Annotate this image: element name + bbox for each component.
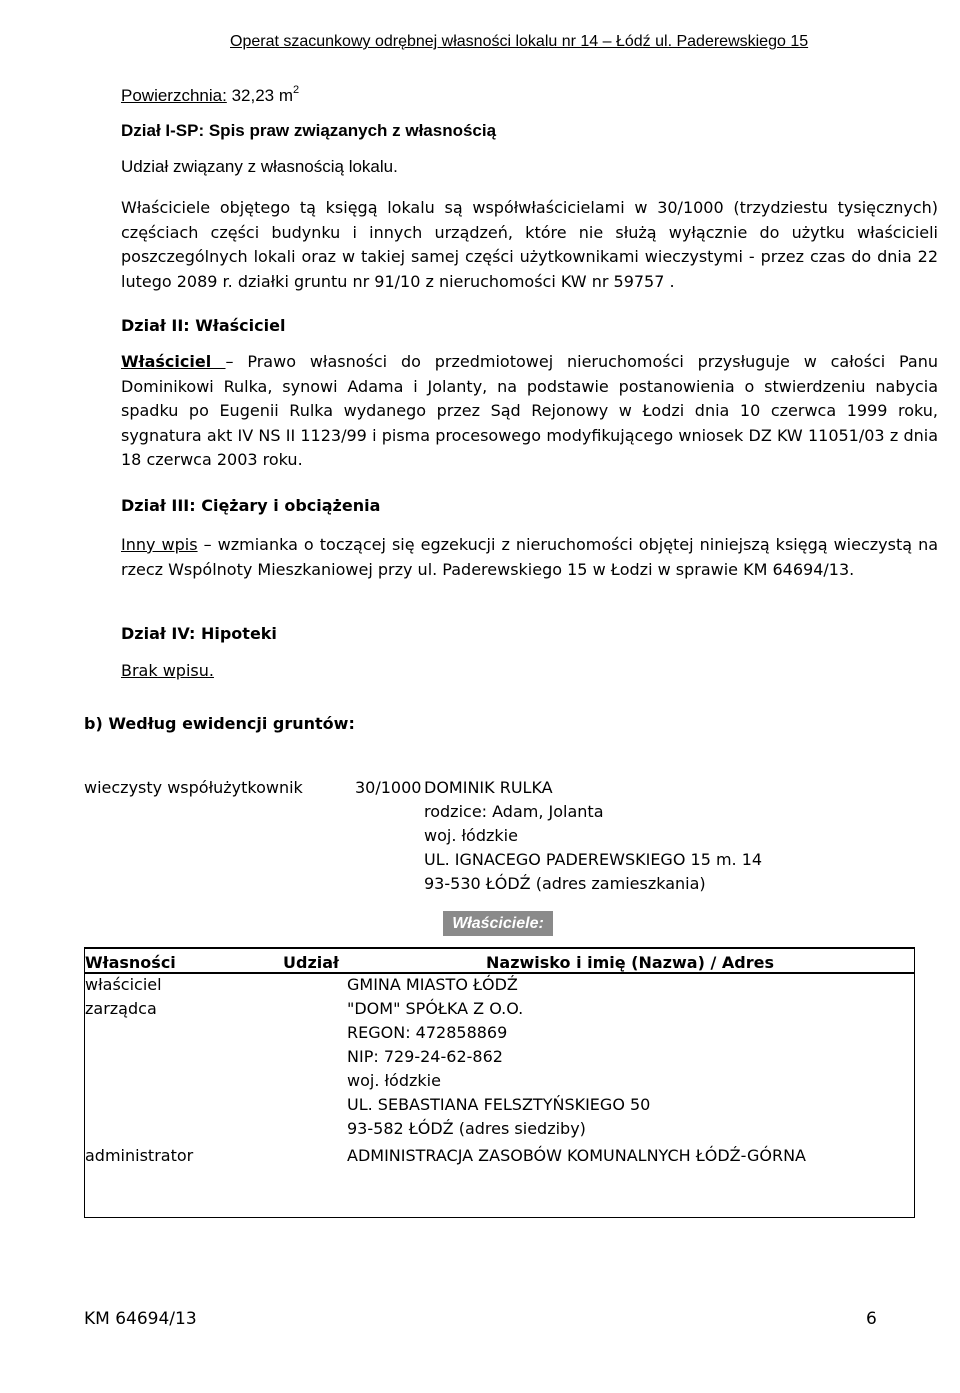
section-iii-title: Dział III: Ciężary i obciążenia [121, 496, 381, 515]
page-number: 6 [866, 1309, 877, 1329]
page-header: Operat szacunkowy odrębnej własności lokalu nr 14 – Łódź ul. Paderewskiego 15 [230, 33, 809, 50]
section-ii-title: Dział II: Właściciel [121, 316, 286, 335]
section-iii-paragraph [121, 533, 938, 582]
section-ii-paragraph [121, 350, 938, 473]
table-header-border [84, 972, 915, 974]
area-value: 32,23 m [231, 86, 293, 105]
footer-case-number: KM 64694/13 [84, 1309, 197, 1329]
area-sup: 2 [293, 84, 300, 96]
table-row-line: woj. łódzkie [347, 1071, 441, 1090]
section-ii-text: – Prawo własności do przedmiotowej nieruchomości przysługuje w całości Panu Dominikowi Rulka, synowi Adama i Jolanty, na podstawie postanowienia o stwierdzeniu nabycia spadku po Eugenii Rulka wydanego przez Sąd Rejonowy w Łodzi dnia 10 czerwca 1999 roku, sygnatura akt IV NS II 1123/99 i pisma procesowego modyfikującego wniosek DZ KW 11051/03 z dnia 18 czerwca 2003 roku. [121, 352, 939, 469]
section-isp-title: Dział I-SP: Spis praw związanych z własnością [121, 121, 497, 140]
table-row-role: administrator [85, 1146, 194, 1165]
table-row-line: GMINA MIASTO ŁÓDŹ [347, 975, 518, 994]
section-iv-text: Brak wpisu. [121, 661, 214, 680]
table-header-name: Nazwisko i imię (Nazwa) / Adres [486, 953, 774, 972]
table-row-role: zarządca [85, 999, 157, 1018]
table-row-line: UL. SEBASTIANA FELSZTYŃSKIEGO 50 [347, 1095, 651, 1114]
table-row-line: 93-582 ŁÓDŹ (adres siedziby) [347, 1119, 586, 1138]
section-ii-lead: Właściciel [121, 352, 226, 371]
area-label: Powierzchnia: [121, 86, 227, 105]
ewidencja-line: rodzice: Adam, Jolanta [424, 802, 604, 821]
ewidencja-title: b) Według ewidencji gruntów: [84, 714, 355, 733]
table-header-ownership: Własności [85, 953, 176, 972]
table-row-line: "DOM" SPÓŁKA Z O.O. [347, 999, 524, 1018]
table-row-role: właściciel [85, 975, 162, 994]
table-row-line: REGON: 472858869 [347, 1023, 508, 1042]
owners-label: Właściciele: [443, 911, 553, 936]
section-iii-lead: Inny wpis [121, 535, 198, 554]
table-row-line: NIP: 729-24-62-862 [347, 1047, 503, 1066]
section-iii-text: – wzmianka o toczącej się egzekucji z nieruchomości objętej niniejszą księgą wieczystą na rzecz Wspólnoty Mieszkaniowej przy ul. Paderewskiego 15 w Łodzi w sprawie KM 64694/13. [121, 535, 939, 579]
section-iv-title: Dział IV: Hipoteki [121, 624, 277, 643]
ewidencja-role: wieczysty współużytkownik [84, 778, 303, 797]
section-isp-line: Udział związany z własnością lokalu. [121, 157, 398, 176]
ewidencja-name: DOMINIK RULKA [424, 778, 553, 797]
ewidencja-line: woj. łódzkie [424, 826, 518, 845]
table-header-share: Udział [283, 953, 339, 972]
ewidencja-line: 93-530 ŁÓDŹ (adres zamieszkania) [424, 874, 706, 893]
table-row-line: ADMINISTRACJA ZASOBÓW KOMUNALNYCH ŁÓDŹ-GÓRNA [347, 1146, 806, 1165]
area-line [121, 86, 299, 106]
ewidencja-line: UL. IGNACEGO PADEREWSKIEGO 15 m. 14 [424, 850, 763, 869]
section-isp-paragraph: Właściciele objętego tą księgą lokalu są współwłaścicielami w 30/1000 (trzydziestu tysięcznych) częściach części budynku i innych urządzeń, które nie służą wyłącznie do użytku właścicieli poszczególnych lokali oraz w takiej samej części użytkownikami wieczystymi - przez czas do dnia 22 lutego 2089 r. działki gruntu nr 91/10 z nieruchomości KW nr 59757 . [121, 198, 938, 291]
ewidencja-share: 30/1000 [355, 778, 422, 797]
